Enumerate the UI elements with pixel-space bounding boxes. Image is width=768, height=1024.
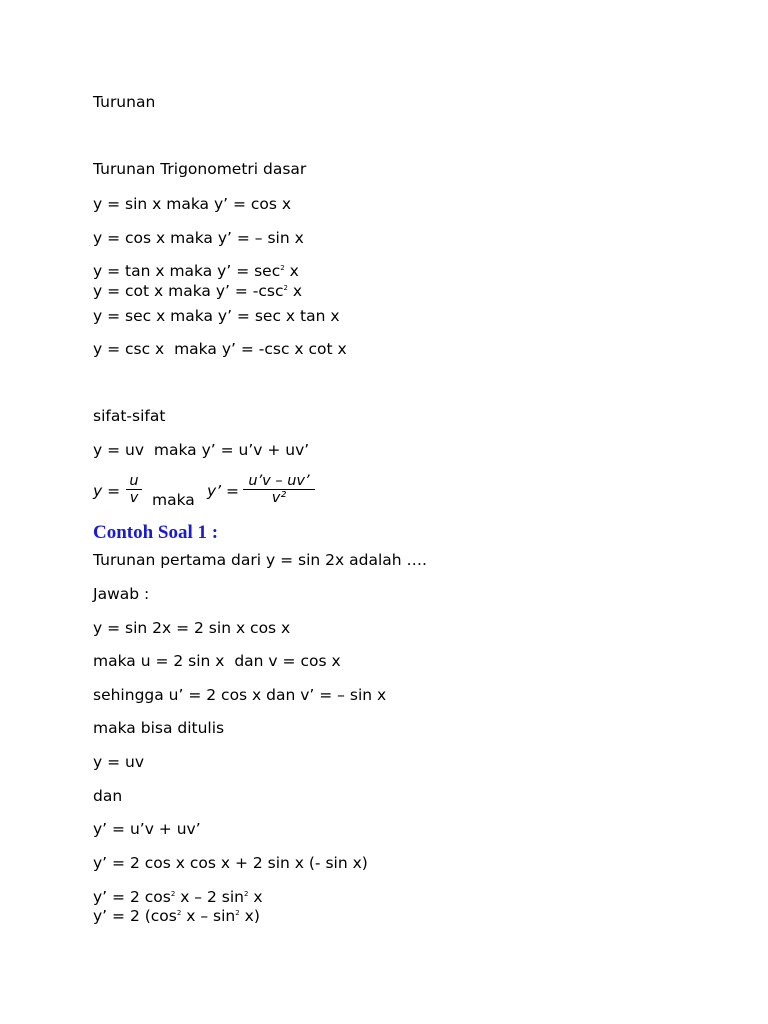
section-heading-properties: sifat-sifat: [93, 407, 166, 425]
product-rule: y = uv maka y’ = u’v + uv’: [93, 441, 310, 459]
step-3: sehingga u’ = 2 cos x dan v’ = – sin x: [93, 686, 387, 704]
step-1: y = sin 2x = 2 sin x cos x: [93, 619, 291, 637]
fraction-rhs-denominator: v²: [271, 490, 287, 506]
quotient-maka: maka: [152, 491, 195, 509]
step-10: y’ = 2 ($\cos^2$ x – $\sin^2 x$): [93, 907, 260, 925]
step-7: y’ = u’v + uv’: [93, 820, 201, 838]
step-8: y’ = 2 cos x cos x + 2 sin x (- sin x): [93, 854, 368, 872]
step-9: y’ = 2 $\cos^2 x - 2$ $\sin^2 x$: [93, 888, 263, 906]
fraction-denominator: v: [129, 490, 139, 506]
quotient-yprime: y’ =: [207, 482, 240, 500]
section-heading-trig: Turunan Trigonometri dasar: [93, 160, 307, 178]
rule-tan: y = tan x maka y’ = $\sec^2 x$: [93, 262, 299, 280]
answer-label: Jawab :: [93, 585, 150, 603]
fraction-u-over-v: [126, 473, 142, 506]
fraction-derivative: [243, 473, 315, 506]
fraction-rhs-numerator: u’v – uv’: [248, 473, 310, 489]
rule-cot: y = cot x maka y’ = $-\csc^2$ x: [93, 282, 303, 300]
step-4: maka bisa ditulis: [93, 719, 225, 737]
example-heading: Contoh Soal 1 :: [93, 522, 219, 543]
example-question: Turunan pertama dari y = sin 2x adalah ….: [93, 551, 427, 569]
step-2: maka u = 2 sin x dan v = cos x: [93, 652, 341, 670]
fraction-numerator: u: [129, 473, 139, 489]
step-5: y = uv: [93, 753, 145, 771]
rule-cos: y = cos x maka y’ = – sin x: [93, 229, 304, 247]
document-title: Turunan: [93, 93, 156, 111]
step-6: dan: [93, 787, 123, 805]
quotient-lhs: y =: [93, 482, 121, 500]
rule-csc: y = csc x maka y’ = -csc x cot x: [93, 340, 347, 358]
rule-sec: y = sec x maka y’ = sec x tan x: [93, 307, 340, 325]
rule-sin: y = sin x maka y’ = cos x: [93, 195, 292, 213]
